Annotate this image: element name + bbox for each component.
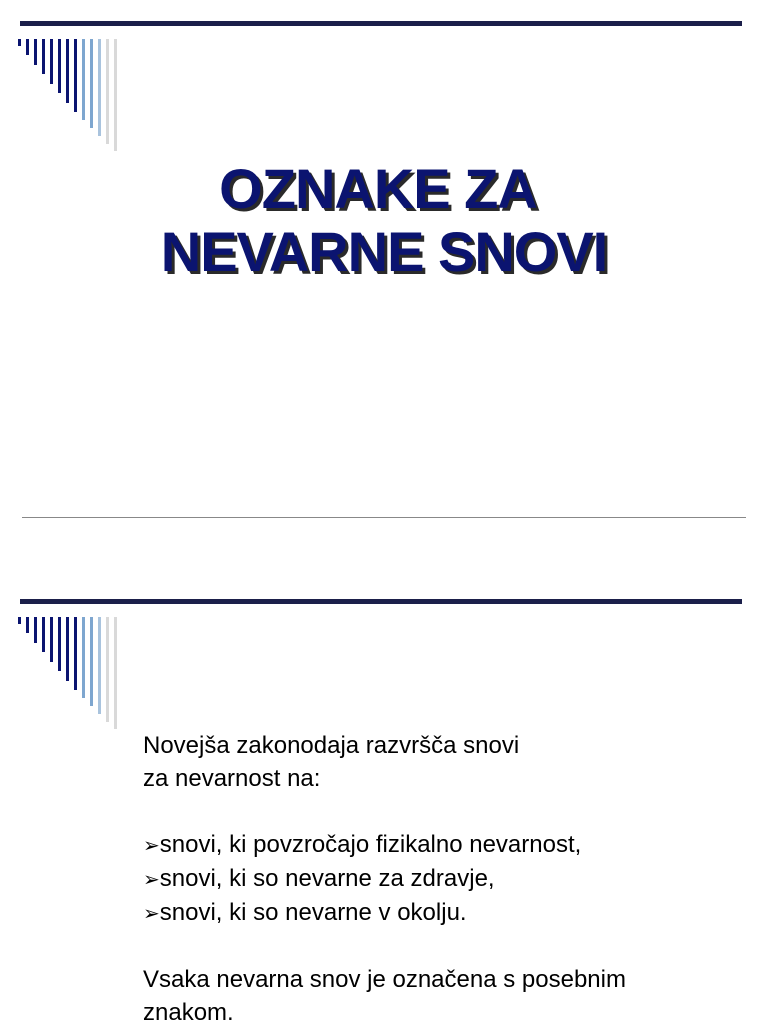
title-line-2: NEVARNE SNOVI	[160, 220, 608, 283]
top-bar	[20, 599, 742, 604]
closing-paragraph	[143, 963, 743, 1029]
list-item: ➢snovi, ki so nevarne za zdravje,	[143, 865, 495, 892]
slide-content	[0, 578, 768, 1024]
intro-line-1: Novejša zakonodaja razvršča snovi	[143, 732, 520, 759]
intro-line-2: za nevarnost na:	[143, 765, 321, 792]
slide-divider	[22, 517, 746, 518]
arrow-bullet-icon: ➢	[143, 867, 160, 891]
list-item: ➢snovi, ki so nevarne v okolju.	[143, 899, 467, 926]
top-bar	[20, 21, 742, 26]
arrow-bullet-icon: ➢	[143, 833, 160, 857]
arrow-bullet-icon: ➢	[143, 901, 160, 925]
closing-line-1: Vsaka nevarna snov je označena s posebnim	[143, 966, 626, 993]
list-item: ➢snovi, ki povzročajo fizikalno nevarnost,	[143, 831, 582, 858]
bullet-list	[143, 828, 743, 930]
closing-line-2: znakom.	[143, 999, 234, 1026]
slide-title-text	[0, 157, 768, 283]
intro-paragraph	[143, 729, 743, 795]
slide-body	[143, 729, 743, 1029]
title-line-1: OZNAKE ZA	[219, 157, 537, 220]
